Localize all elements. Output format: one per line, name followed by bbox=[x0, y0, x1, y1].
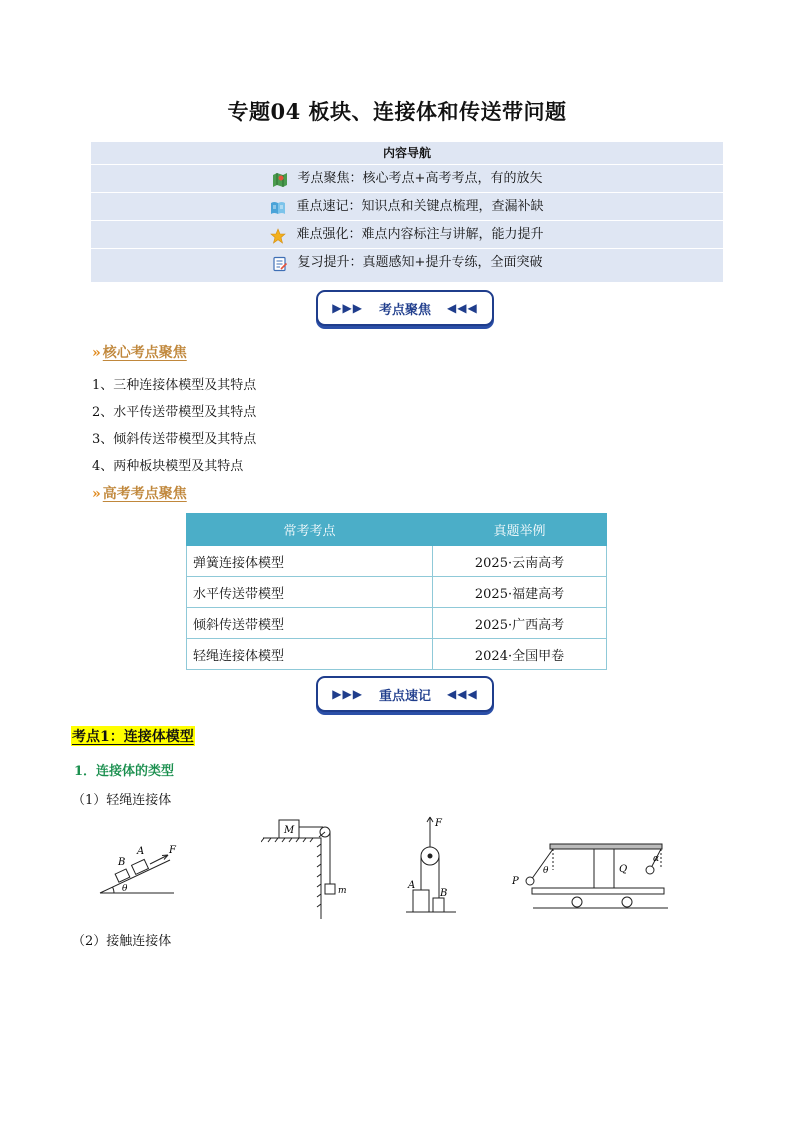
column-header: 真题举例 bbox=[433, 514, 607, 546]
table-cell: 2025·福建高考 bbox=[433, 577, 607, 608]
table-row bbox=[187, 639, 607, 670]
book-icon bbox=[270, 199, 286, 215]
section-banner-focus bbox=[316, 290, 494, 326]
table-cell: 弹簧连接体模型 bbox=[187, 546, 433, 577]
nav-row-summary bbox=[91, 193, 723, 221]
label-theta: θ bbox=[122, 884, 128, 894]
list-item: 4、两种板块模型及其特点 bbox=[92, 459, 244, 474]
left-arrows-icon: ◀◀◀ bbox=[447, 687, 478, 701]
list-item: 3、倾斜传送带模型及其特点 bbox=[92, 432, 257, 447]
nav-row-review bbox=[91, 249, 723, 276]
nav-row-difficulty bbox=[91, 221, 723, 249]
nav-row-text: 考点聚焦：核心考点+高考考点，有的放矢 bbox=[297, 171, 543, 186]
table-cell: 2025·广西高考 bbox=[433, 608, 607, 639]
cart-pendulum-figure bbox=[510, 840, 672, 912]
nav-row-text: 难点强化：难点内容标注与讲解，能力提升 bbox=[296, 227, 544, 242]
pulley-blocks-figure bbox=[402, 812, 462, 914]
label-a: A bbox=[408, 880, 416, 891]
list-item: 2、水平传送带模型及其特点 bbox=[92, 405, 257, 420]
map-icon bbox=[272, 171, 288, 187]
double-chevron-icon: » bbox=[92, 345, 101, 361]
double-chevron-icon: » bbox=[92, 486, 101, 502]
table-cell: 轻绳连接体模型 bbox=[187, 639, 433, 670]
incline-diagram bbox=[100, 855, 174, 893]
label-f: F bbox=[435, 818, 442, 829]
right-arrows-icon: ▶▶▶ bbox=[332, 687, 363, 701]
star-icon bbox=[270, 227, 286, 243]
left-arrows-icon: ◀◀◀ bbox=[447, 301, 478, 315]
table-row bbox=[187, 546, 607, 577]
nav-row-text: 重点速记：知识点和关键点梳理，查漏补缺 bbox=[296, 199, 544, 214]
label-b: B bbox=[440, 888, 448, 899]
section-heading-core: » 核心考点聚焦 bbox=[92, 345, 187, 361]
subsection-item: （1）轻绳连接体 bbox=[72, 793, 172, 808]
label-alpha: α bbox=[653, 854, 660, 864]
label-a: A bbox=[137, 846, 145, 857]
incline-blocks-figure bbox=[98, 838, 180, 896]
topic-heading: 考点1：连接体模型 bbox=[71, 726, 195, 746]
table-cell: 2024·全国甲卷 bbox=[433, 639, 607, 670]
label-b: B bbox=[118, 857, 126, 868]
nav-heading: 内容导航 bbox=[91, 142, 723, 165]
table-cell: 水平传送带模型 bbox=[187, 577, 433, 608]
column-header: 常考考点 bbox=[187, 514, 433, 546]
label-q: Q bbox=[619, 864, 628, 875]
subsection-heading: 1．连接体的类型 bbox=[74, 764, 175, 779]
table-cell: 2025·云南高考 bbox=[433, 546, 607, 577]
label-f: F bbox=[169, 845, 176, 856]
label-theta: θ bbox=[543, 866, 549, 876]
page-title: 专题04 板块、连接体和传送带问题 bbox=[227, 99, 567, 124]
table-cell: 倾斜传送带模型 bbox=[187, 608, 433, 639]
right-arrows-icon: ▶▶▶ bbox=[332, 301, 363, 315]
banner-label: 重点速记 bbox=[378, 688, 431, 704]
table-header-row bbox=[187, 514, 607, 546]
content-navigation bbox=[91, 142, 723, 282]
label-big-m: M bbox=[284, 825, 295, 836]
section-banner-summary bbox=[316, 676, 494, 712]
banner-label: 考点聚焦 bbox=[378, 302, 431, 318]
table-row bbox=[187, 608, 607, 639]
nav-row-text: 复习提升：真题感知+提升专练，全面突破 bbox=[297, 255, 543, 270]
nav-row-focus bbox=[91, 165, 723, 193]
subsection-item: （2）接触连接体 bbox=[72, 934, 172, 949]
list-item: 1、三种连接体模型及其特点 bbox=[92, 378, 257, 393]
checklist-icon bbox=[272, 255, 288, 271]
section-heading-exam: » 高考考点聚焦 bbox=[92, 486, 187, 502]
table-pulley-figure bbox=[261, 815, 351, 921]
table-row bbox=[187, 577, 607, 608]
exam-points-table bbox=[186, 513, 607, 670]
label-small-m: m bbox=[338, 886, 347, 896]
label-p: P bbox=[512, 876, 519, 887]
